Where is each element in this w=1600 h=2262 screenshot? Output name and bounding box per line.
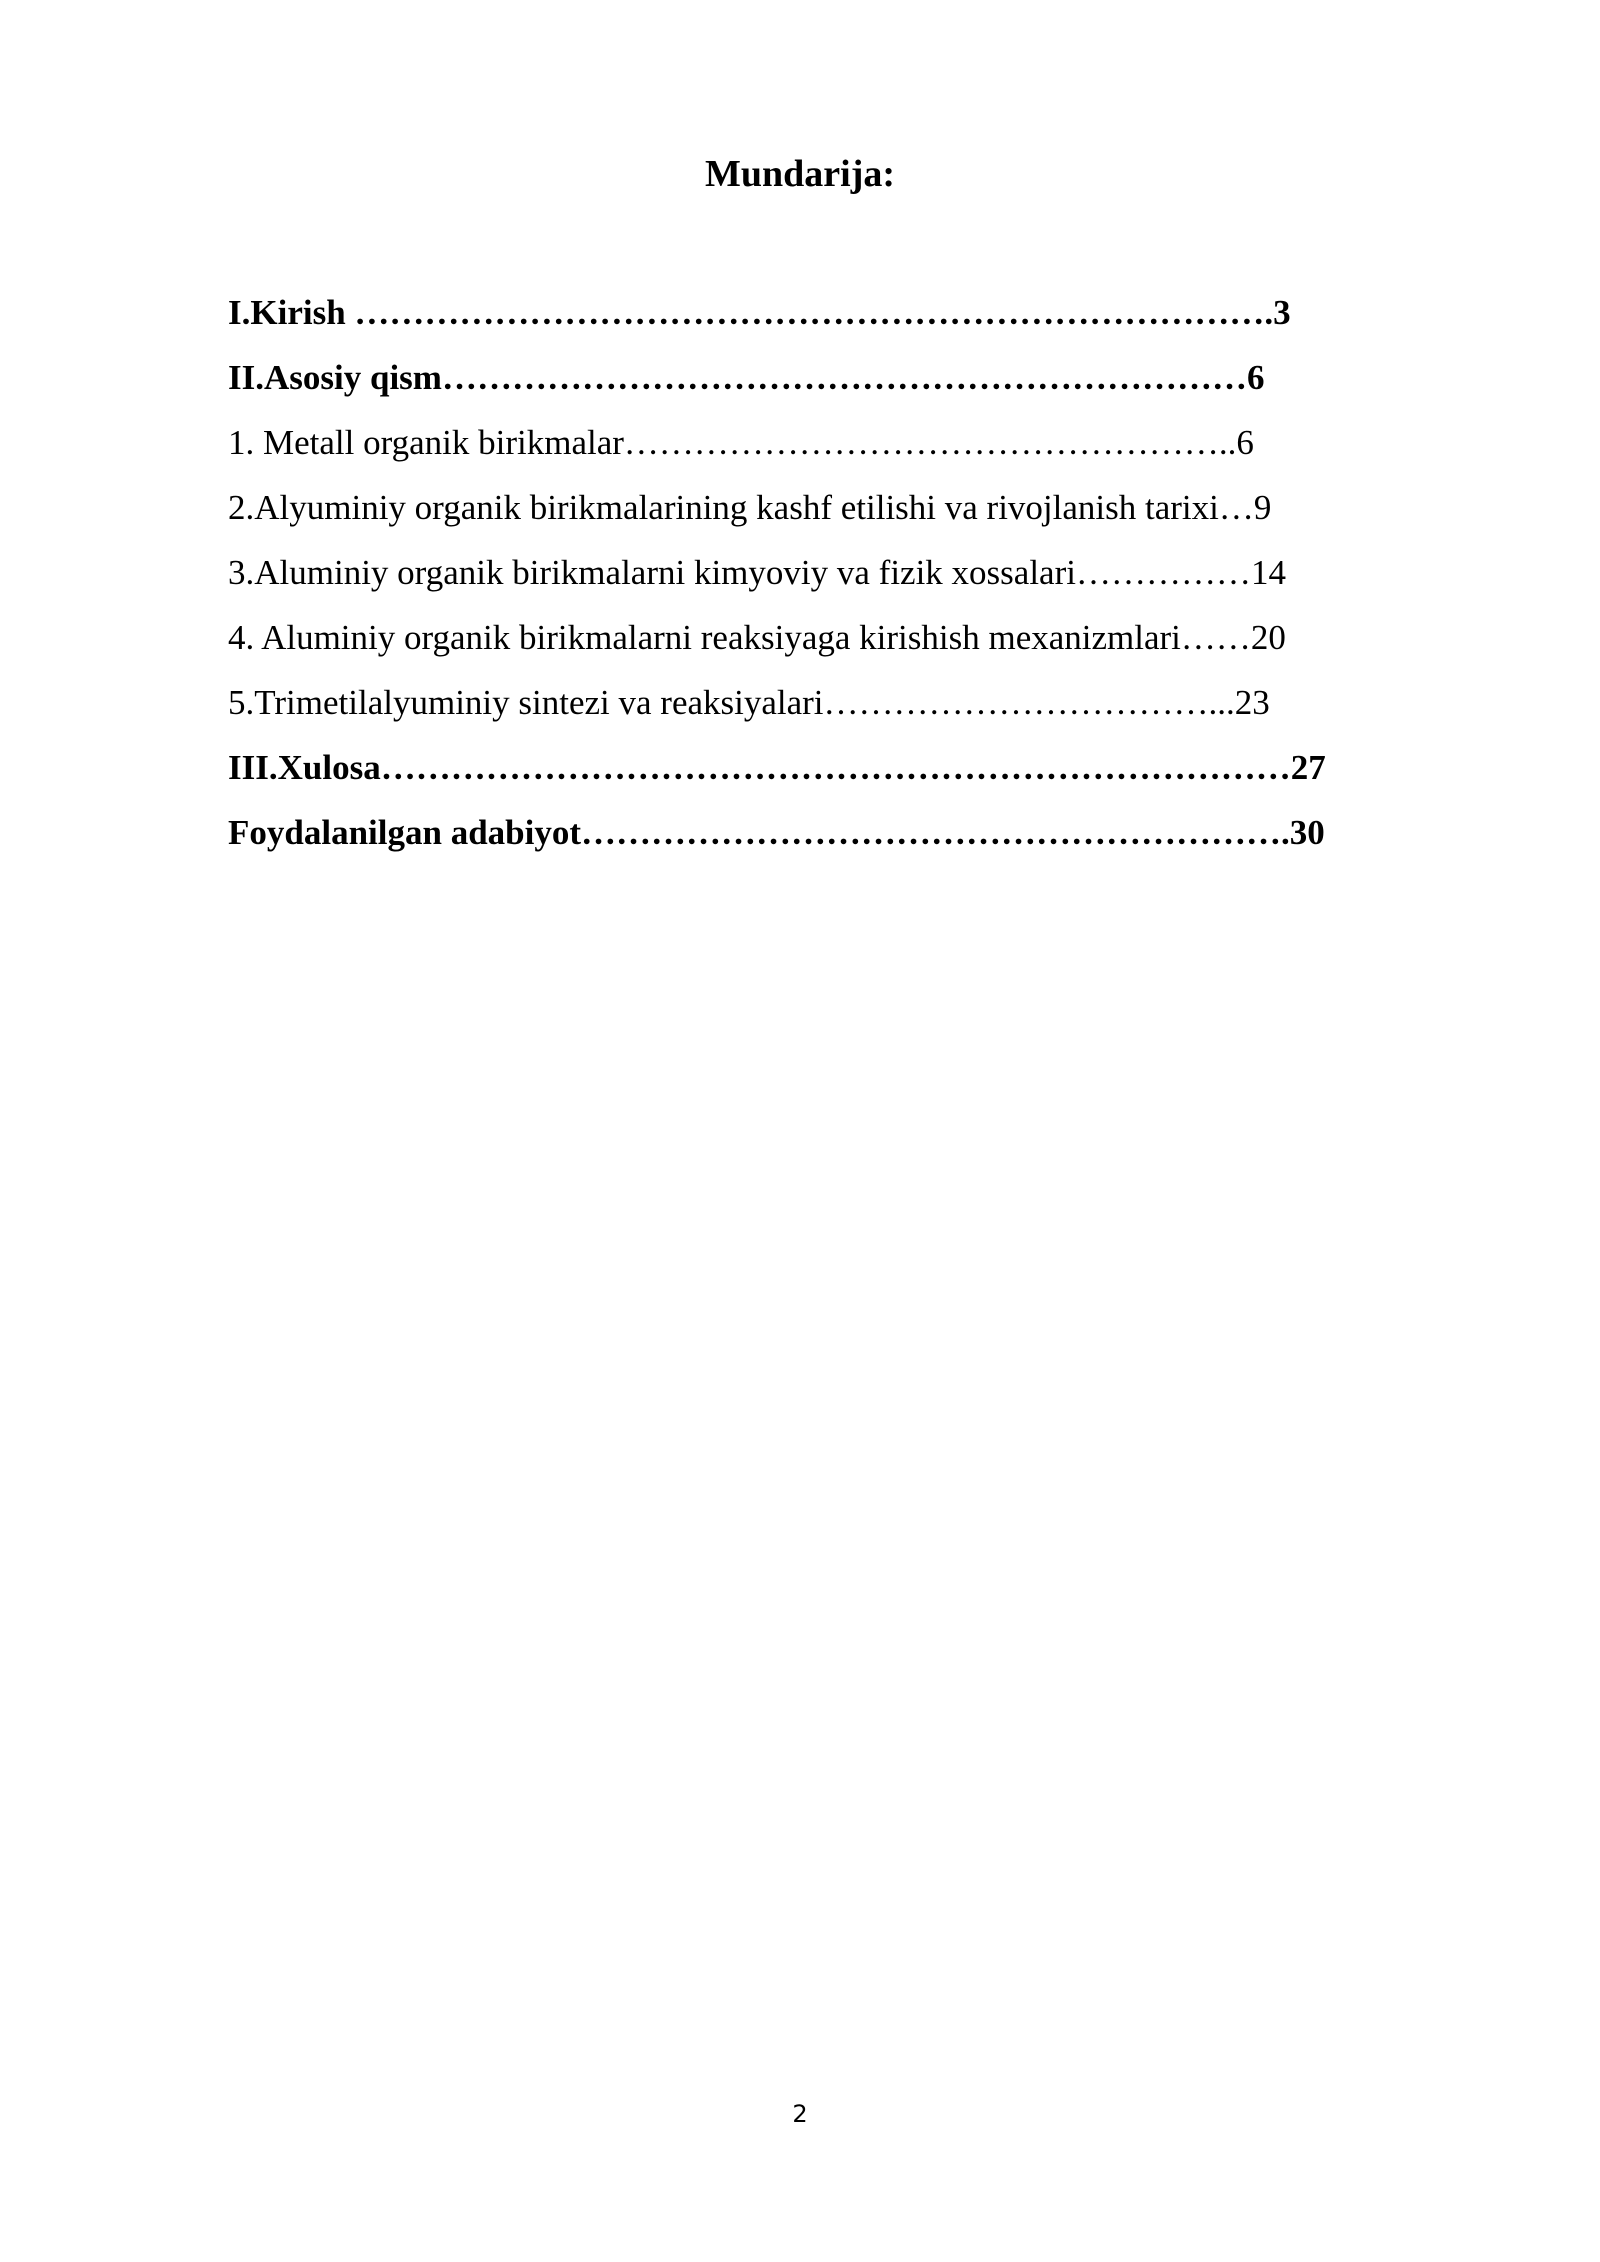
- toc-entry-trimetilalyuminiy: 5.Trimetilalyuminiy sintezi va reaksiyalari……………………………...23: [228, 683, 1270, 722]
- toc-entry-mexanizmlari: 4. Aluminiy organik birikmalarni reaksiyaga kirishish mexanizmlari……20: [228, 618, 1286, 657]
- toc-entry-adabiyot: Foydalanilgan adabiyot…………………………………………………….30: [228, 813, 1325, 852]
- toc-entry-metall-organik: 1. Metall organik birikmalar……………………………………………..6: [228, 423, 1254, 462]
- table-of-contents: [228, 280, 1326, 865]
- toc-entry-xulosa: III.Xulosa……………………………………………………………………27: [228, 748, 1326, 787]
- toc-entry-alyuminiy-tarixi: 2.Alyuminiy organik birikmalarining kashf etilishi va rivojlanish tarixi…9: [228, 488, 1272, 527]
- page-title: Mundarija:: [705, 153, 895, 195]
- toc-entry-asosiy-qism: II.Asosiy qism……………………………………………………………6: [228, 358, 1265, 397]
- toc-entry-xossalari: 3.Aluminiy organik birikmalarni kimyoviy va fizik xossalari……………14: [228, 553, 1286, 592]
- toc-entry-kirish: I.Kirish …………………………………………………………………….3: [228, 293, 1291, 332]
- page-number: 2: [792, 2100, 808, 2128]
